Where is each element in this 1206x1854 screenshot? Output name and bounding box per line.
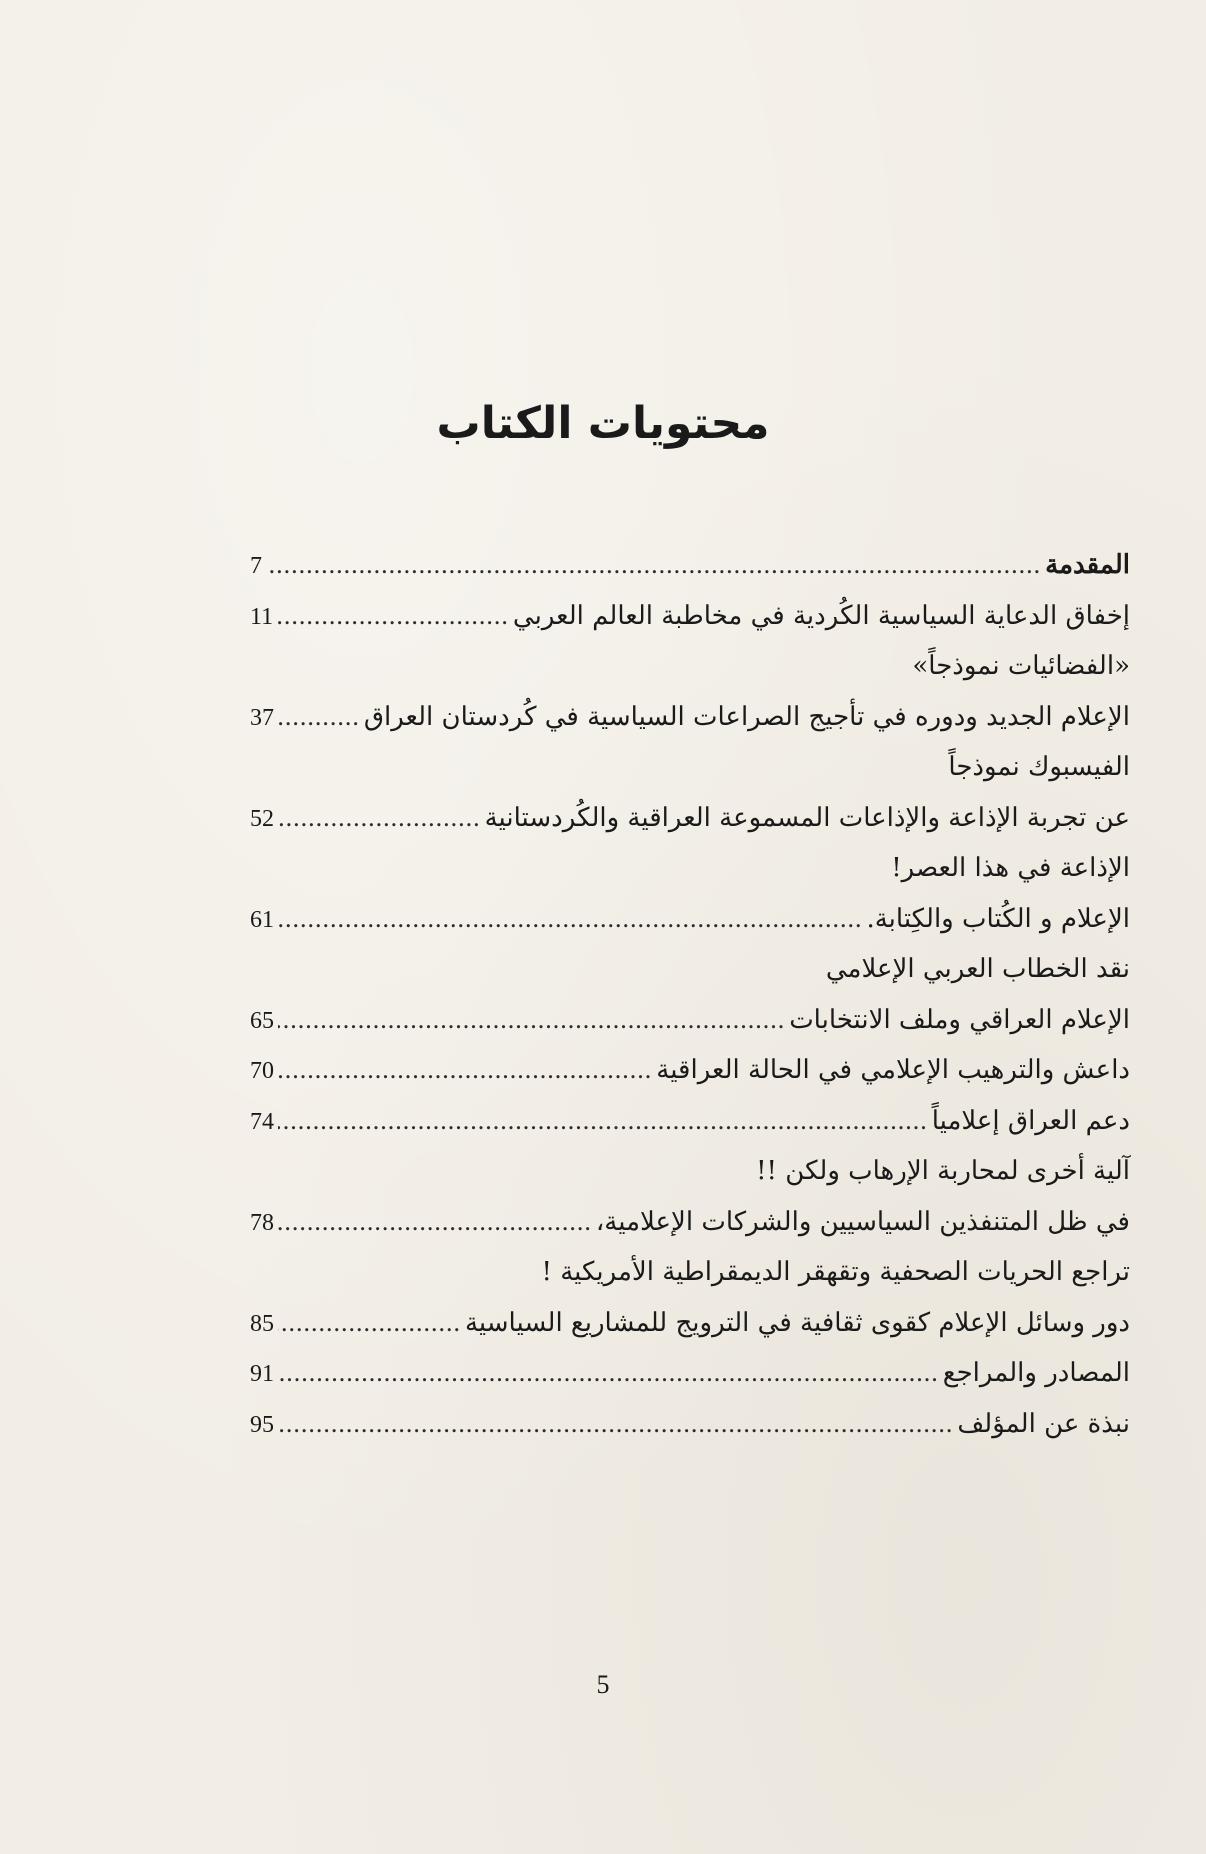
toc-entry-title: الإعلام الجديد ودوره في تأجيج الصراعات السياسية في كُردستان العراق — [363, 701, 1130, 732]
toc-entry-page: 78 — [250, 1209, 274, 1236]
dot-leader — [278, 1096, 928, 1147]
toc-entry — [250, 1298, 1130, 1349]
toc-entry-title: الفيسبوك نموذجاً — [948, 752, 1130, 782]
toc-entry — [250, 1247, 1130, 1298]
toc-entry-page: 70 — [250, 1058, 274, 1084]
toc-entry-title: تراجع الحريات الصحفية وتقهقر الديمقراطية الأمريكية ! — [541, 1257, 1130, 1287]
toc-entry — [250, 1146, 1130, 1197]
toc-entry — [250, 843, 1130, 894]
page-number: 5 — [596, 1670, 610, 1699]
toc-entry-title: المقدمة — [1045, 550, 1130, 580]
toc-entry-title: نبذة عن المؤلف — [957, 1408, 1130, 1439]
dot-leader — [266, 540, 1041, 591]
toc-entry-page: 95 — [250, 1411, 274, 1438]
toc-entry-page: 37 — [250, 704, 274, 731]
toc-entry-title: داعش والترهيب الإعلامي في الحالة العراقية — [656, 1055, 1130, 1085]
page-title: محتويات الكتاب — [436, 398, 770, 449]
dot-leader — [278, 1399, 953, 1450]
toc-entry-title: عن تجربة الإذاعة والإذاعات المسموعة العراقية والكُردستانية — [484, 802, 1130, 833]
toc-entry-title: «الفضائيات نموذجاً» — [912, 651, 1130, 681]
toc-entry-title: في ظل المتنفذين السياسيين والشركات الإعلامية، — [595, 1206, 1130, 1237]
toc-entry-page: 74 — [250, 1108, 274, 1135]
toc-entry-page: 65 — [250, 1007, 274, 1034]
toc-entry-title: دعم العراق إعلامياً — [931, 1105, 1130, 1136]
toc-entry-title: الإذاعة في هذا العصر! — [891, 853, 1130, 883]
dot-leader — [278, 1197, 592, 1248]
toc-entry — [250, 692, 1130, 743]
dot-leader — [277, 591, 509, 642]
toc-entry-page: 52 — [250, 805, 274, 832]
toc-entry — [250, 1197, 1130, 1248]
table-of-contents — [250, 540, 1130, 1449]
toc-entry-page: 7 — [250, 553, 262, 579]
toc-entry — [250, 793, 1130, 844]
toc-entry — [250, 540, 1130, 591]
toc-entry — [250, 1399, 1130, 1450]
toc-entry — [250, 1045, 1130, 1096]
toc-entry-title: دور وسائل الإعلام كقوى ثقافية في الترويج للمشاريع السياسية — [464, 1307, 1130, 1338]
dot-leader — [278, 995, 785, 1046]
dot-leader — [278, 692, 360, 743]
toc-entry — [250, 591, 1130, 642]
toc-entry-title: إخفاق الدعاية السياسية الكُردية في مخاطبة العالم العربي — [512, 600, 1130, 631]
toc-entry-title: المصادر والمراجع — [942, 1358, 1130, 1388]
dot-leader — [278, 894, 862, 945]
toc-entry — [250, 995, 1130, 1046]
dot-leader — [278, 1348, 939, 1399]
toc-entry-page: 61 — [250, 906, 274, 933]
toc-entry-page: 11 — [250, 603, 274, 630]
toc-entry-page: 85 — [250, 1310, 274, 1337]
toc-entry-page: 91 — [250, 1361, 274, 1387]
dot-leader — [278, 1045, 652, 1096]
toc-entry — [250, 944, 1130, 995]
toc-entry — [250, 641, 1130, 692]
dot-leader — [278, 793, 481, 844]
toc-entry-title: الإعلام و الكُتاب والكِتابة. — [866, 903, 1130, 934]
toc-entry — [250, 742, 1130, 793]
toc-entry-title: الإعلام العراقي وملف الانتخابات — [789, 1004, 1130, 1035]
toc-entry — [250, 1348, 1130, 1399]
toc-entry-title: نقد الخطاب العربي الإعلامي — [825, 954, 1130, 984]
toc-entry — [250, 894, 1130, 945]
toc-entry-title: آلية أخرى لمحاربة الإرهاب ولكن !! — [756, 1156, 1130, 1186]
toc-entry — [250, 1096, 1130, 1147]
dot-leader — [278, 1298, 461, 1349]
